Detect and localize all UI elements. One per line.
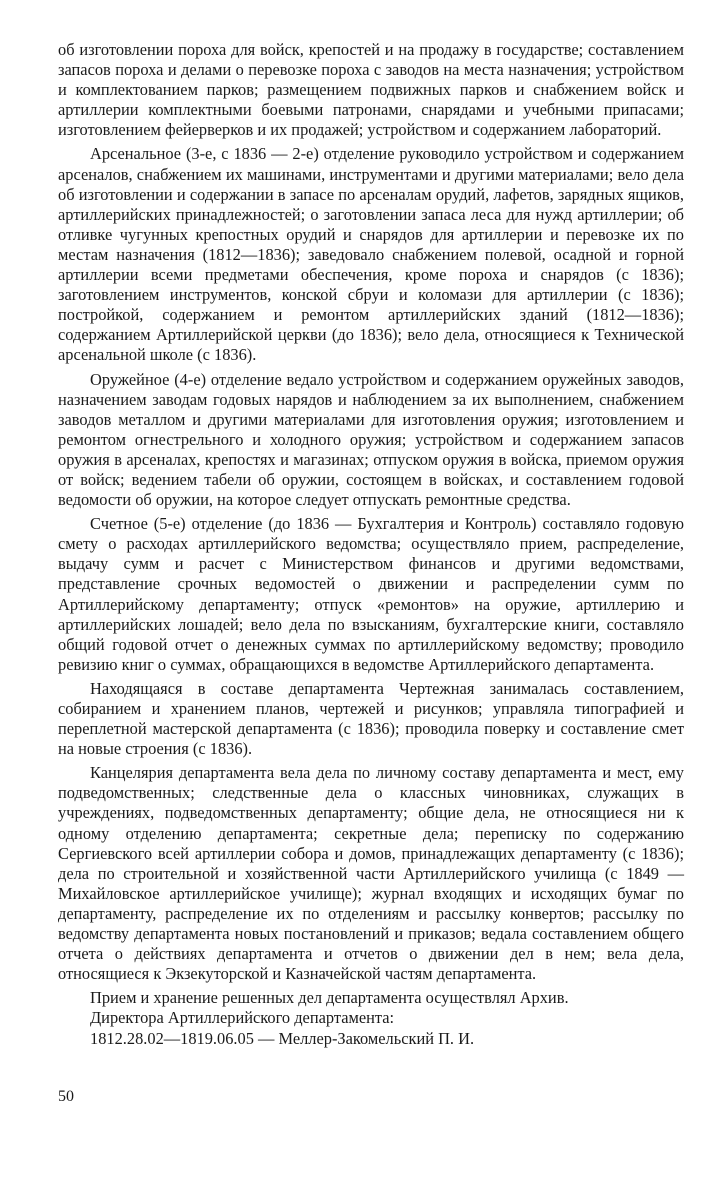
paragraph-accounting: Счетное (5-е) отделение (до 1836 — Бухгалтерия и Контроль) составляло годовую смету о расходах артиллерийского ведомства; осуществляло прием, распределение, выдачу сумм и расчет с Министерством финансов и другими ведомствами, представление срочных ведомостей о движении и распределении сумм по Артиллерийскому департаменту; отпуск «ремонтов» на оружие, артиллерию и артиллерийских лошадей; вело дела по взысканиям, бухгалтерские книги, составляло общий годовой отчет о денежных суммах по артиллерийскому ведомству; проводило ревизию книг о суммах, обращающихся в ведомстве Артиллерийского департамента. [58,514,684,674]
archive-line: Прием и хранение решенных дел департамента осуществлял Архив. [90,988,569,1008]
directors-heading: Директора Артиллерийского департамента: [90,1008,395,1028]
document-page [58,40,684,1049]
paragraph-weapons: Оружейное (4-е) отделение ведало устройством и содержанием оружейных заводов, назначением заводам годовых нарядов и наблюдением за их выполнением, снабжением заводов металлом и другими материалами для изготовления оружия; изготовлением и ремонтом огнестрельного и холодного оружия; устройством и содержанием запасов оружия в арсеналах, крепостях и магазинах; отпуском оружия в войска, приемом оружия от войск; ведением табели об оружии, состоящем в войсках, и составлением годовой ведомости об оружии, на которое следует отпускать ремонтные средства. [58,369,684,510]
page-number: 50 [58,1088,74,1105]
paragraph-powder: об изготовлении пороха для войск, крепостей и на продажу в государстве; составлением запасов пороха и делами о перевозке пороха с заводов на места назначения; устройством и комплектованием парков; размещением подвижных парков и снабжением войск и артиллерии комплектными боевыми патронами, снарядами и учебными припасами; изготовлением фейерверков и их продажей; устройством и содержанием лабораторий. [58,40,684,140]
director-entry: 1812.28.02—1819.06.05 — Меллер-Закомельский П. И. [90,1028,475,1048]
paragraph-drafting: Находящаяся в составе департамента Чертежная занималась составлением, собиранием и хранением планов, чертежей и рисунков; управляла типографией и переплетной мастерской департамента (с 1836); проводила поверку и составление смет на новые строения (с 1836). [58,678,684,759]
paragraph-arsenal: Арсенальное (3-е, с 1836 — 2-е) отделение руководило устройством и содержанием арсеналов, снабжением их машинами, инструментами и другими материалами; вело дела об изготовлении и содержании в запасе по арсеналам орудий, лафетов, зарядных ящиков, артиллерийских принадлежностей; о заготовлении запаса леса для нужд артиллерии; об отливке чугунных крепостных орудий и снарядов для артиллерии и перевозке их по местам назначения (1812—1836); заведовало снабжением полевой, осадной и горной артиллерии всеми предметами обеспечения, кроме пороха и снарядов (с 1836); заготовлением инструментов, конской сбруи и коломази для артиллерии (с 1836); постройкой, содержанием и ремонтом артиллерийских зданий (1812—1836); содержанием Артиллерийской церкви (до 1836); вело дела, относящиеся к Технической арсенальной школе (с 1836). [58,144,684,365]
paragraph-chancellery: Канцелярия департамента вела дела по личному составу департамента и мест, ему подведомственных; следственные дела о классных чиновниках, служащих в учреждениях, подведомственных департаменту; общие дела, не относящиеся ни к одному отделению департамента; секретные дела; переписку по содержанию Сергиевского всей артиллерии собора и домов, принадлежащих департаменту (с 1836); дела по строительной и хозяйственной части Артиллерийского училища (с 1849 — Михайловское артиллерийское училище); журнал входящих и исходящих бумаг по департаменту, распределение их по отделениям и рассылку конвертов; рассылку по ведомству департамента новых постановлений и приказов; ведала составлением общего отчета о действиях департамента и отчетов о движении дел в нем; вела дела, относящиеся к Экзекуторской и Казначейской частям департамента. [58,763,684,984]
